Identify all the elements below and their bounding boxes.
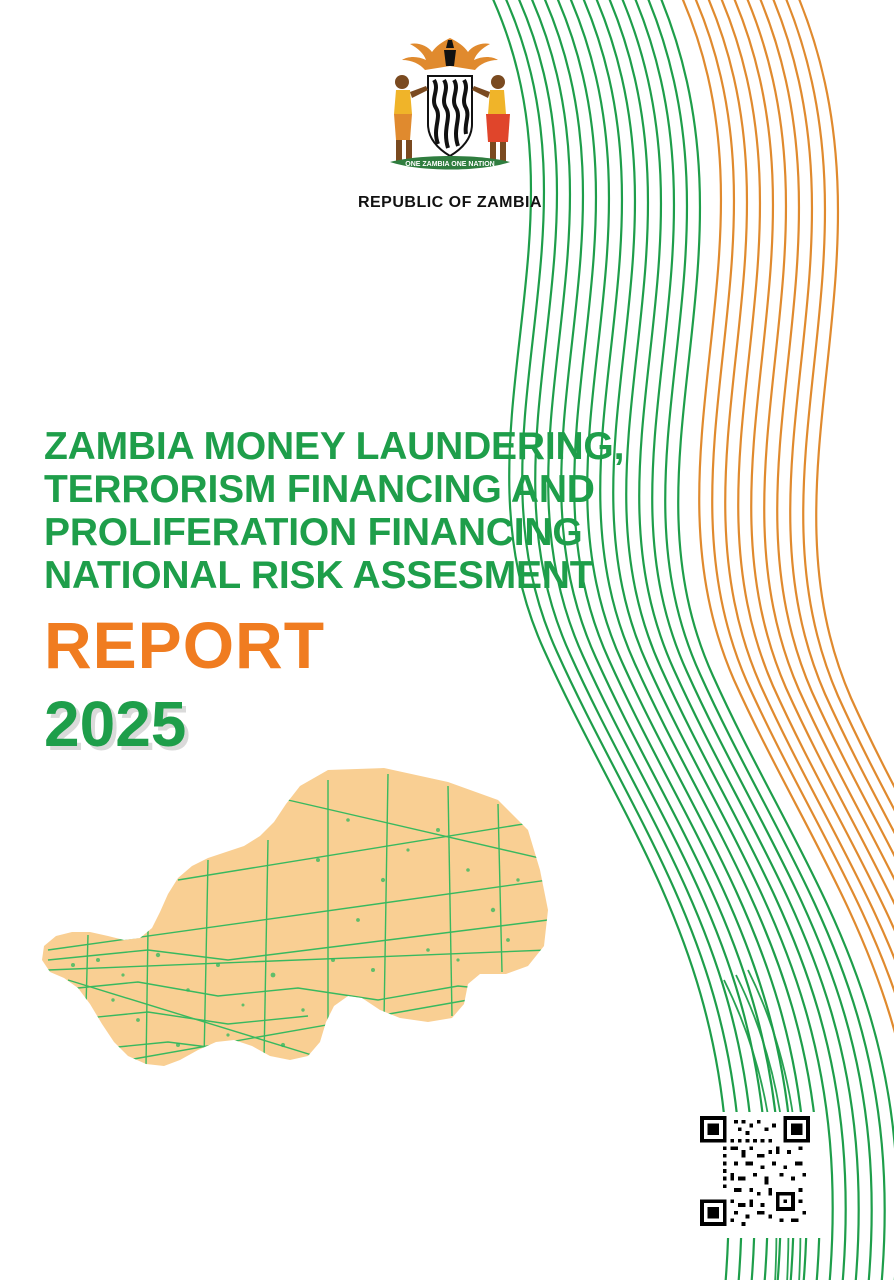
qr-code-icon[interactable] xyxy=(696,1112,822,1238)
report-word: REPORT xyxy=(44,608,326,682)
report-year: 2025 xyxy=(44,688,187,760)
crest-block xyxy=(300,32,600,212)
zambia-coat-of-arms-icon xyxy=(370,32,530,182)
svg-text:ONE ZAMBIA ONE NATION: ONE ZAMBIA ONE NATION xyxy=(405,161,495,168)
page-title xyxy=(44,425,664,597)
title-line-4: NATIONAL RISK ASSESMENT xyxy=(44,554,594,597)
title-line-1: ZAMBIA MONEY LAUNDERING, xyxy=(44,425,625,468)
crest-caption: REPUBLIC OF ZAMBIA xyxy=(357,194,543,211)
zambia-map-icon xyxy=(28,760,568,1210)
title-line-3: PROLIFERATION FINANCING xyxy=(44,511,583,554)
title-block xyxy=(44,425,664,760)
title-line-2: TERRORISM FINANCING AND xyxy=(44,468,595,511)
